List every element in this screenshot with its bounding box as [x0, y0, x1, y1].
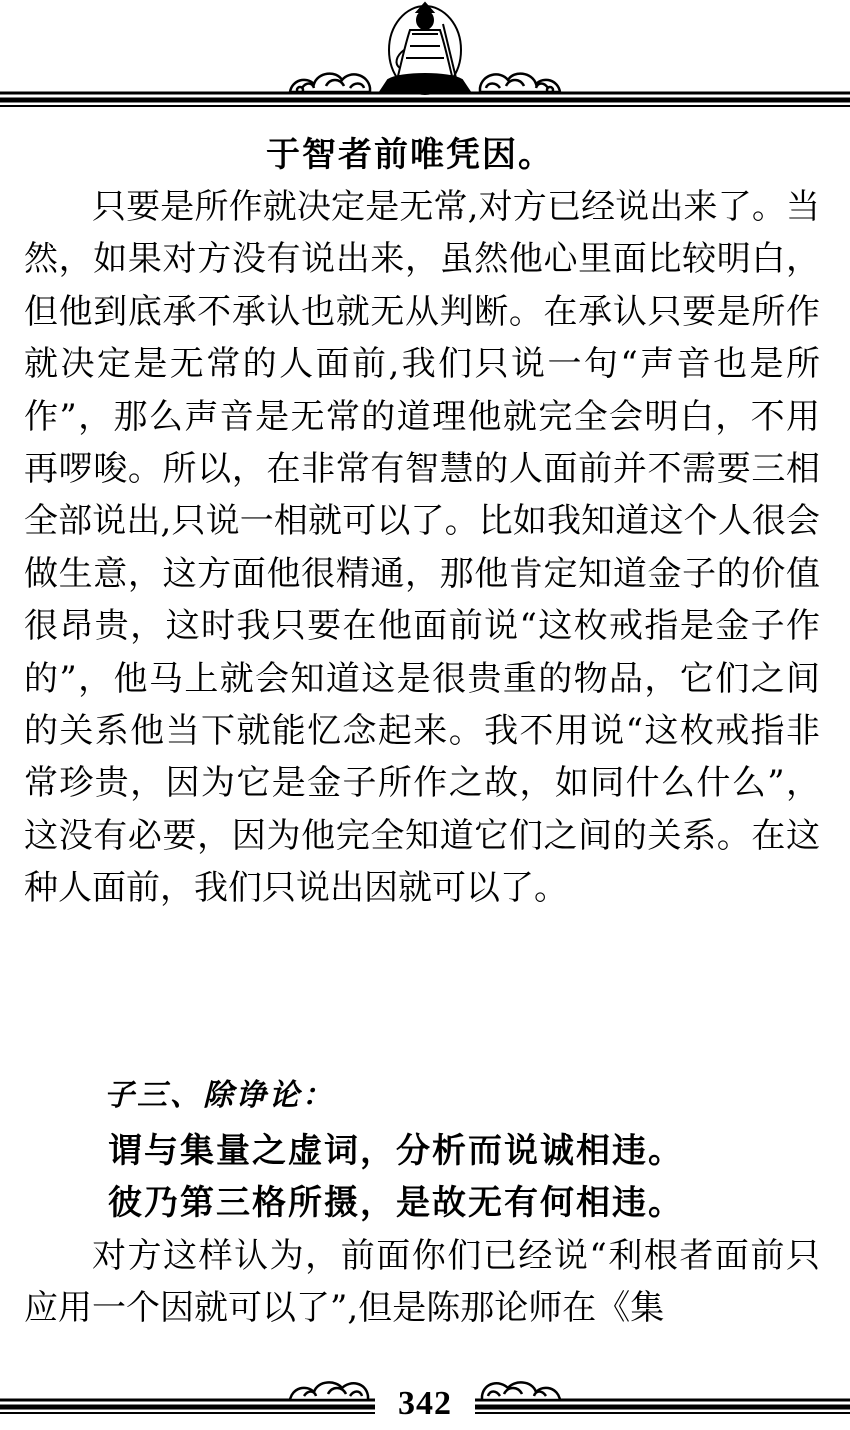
- cloud-ornament-icon: [480, 74, 560, 93]
- top-verse-line: 于智者前唯凭因。: [266, 135, 554, 175]
- verse-line-1: 谓与集量之虚词，分析而说诚相违。: [108, 1131, 684, 1171]
- body-paragraph-1: 只要是所作就决定是无常,对方已经说出来了。当然，如果对方没有说出来，虽然他心里面比较明白，但他到底承不承认也就无从判断。在承认只要是所作就决定是无常的人面前,我们只说一句“声音也是所作”，那么声音是无常的道理他就完全会明白，不用再啰唆。所以，在非常有智慧的人面前并不需要三相全部说出,只说一相就可以了。比如我知道这个人很会做生意，这方面他很精通，那他肯定知道金子的价值很昂贵，这时我只要在他面前说“这枚戒指是金子作的”，他马上就会知道这是很贵重的物品，它们之间的关系他当下就能忆念起来。我不用说“这枚戒指非常珍贵，因为它是金子所作之故，如同什么什么”，这没有必要，因为他完全知道它们之间的关系。在这种人面前，我们只说出因就可以了。: [24, 187, 820, 909]
- verse-line-2: 彼乃第三格所摄，是故无有何相违。: [108, 1183, 684, 1223]
- cloud-ornament-icon: [290, 74, 370, 93]
- body-paragraph-2: 对方这样认为，前面你们已经说“利根者面前只应用一个因就可以了”,但是陈那论师在《集: [24, 1236, 820, 1329]
- page-number: 342: [398, 1385, 452, 1422]
- buddha-figure-icon: [380, 3, 470, 94]
- page-header: [0, 0, 850, 112]
- section-heading: 子三、除诤论：: [104, 1078, 335, 1113]
